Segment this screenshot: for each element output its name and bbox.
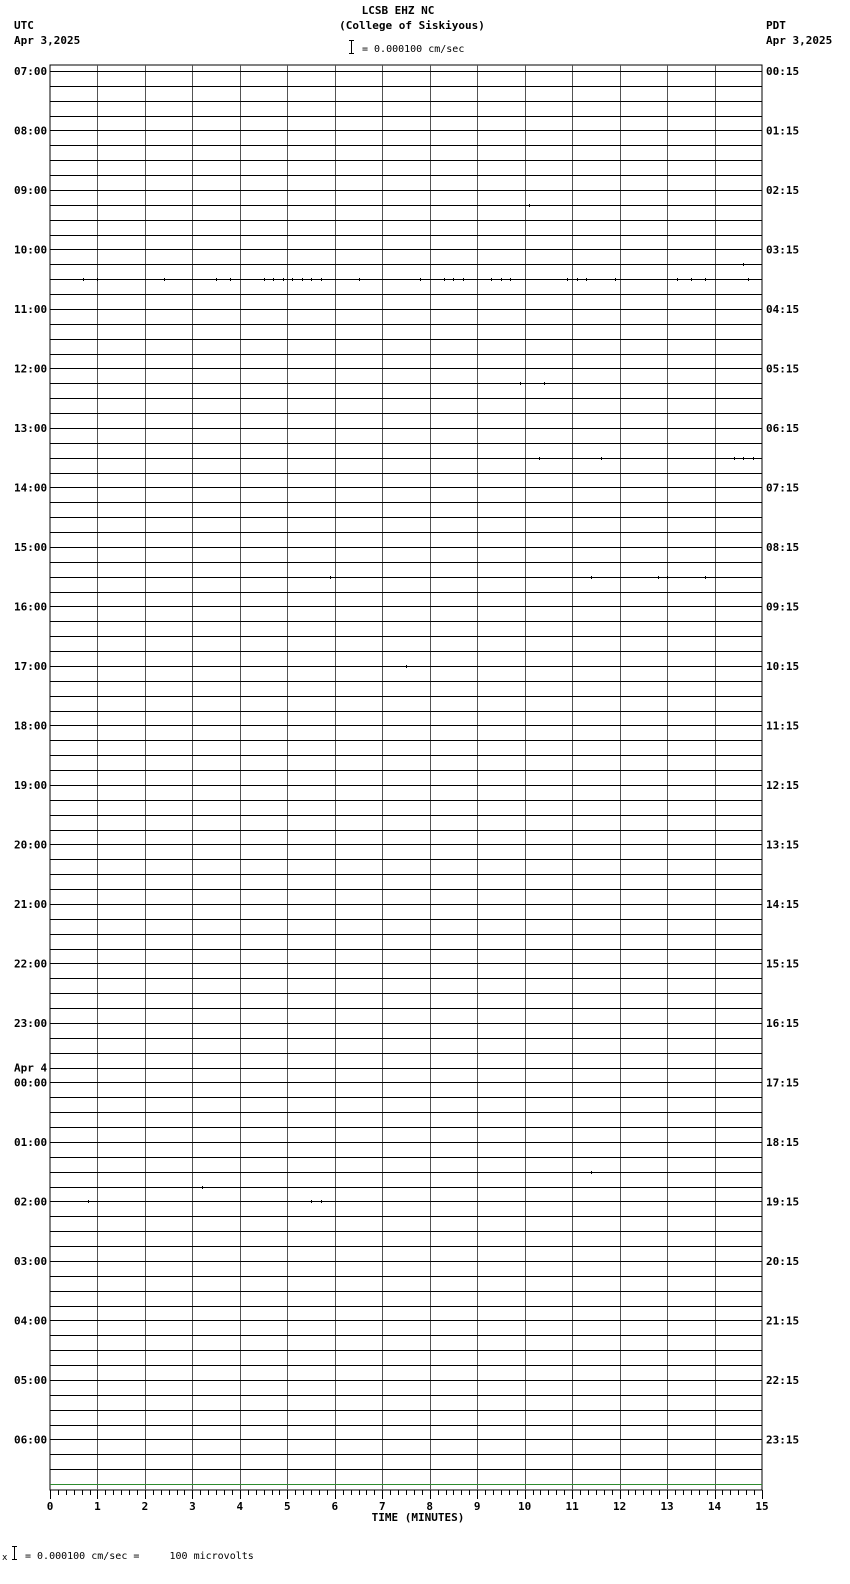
- footer-marker: x: [2, 1553, 8, 1563]
- footer-scale-text: = 0.000100 cm/sec = 100 microvolts: [25, 1551, 254, 1562]
- left-timezone: UTC: [14, 19, 34, 32]
- x-tick-label: 11: [565, 1500, 579, 1513]
- header-scale-text: = 0.000100 cm/sec: [362, 44, 465, 55]
- x-tick-label: 9: [473, 1500, 481, 1513]
- pdt-hour-label: 09:15: [766, 600, 800, 614]
- pdt-hour-label: 04:15: [766, 302, 800, 316]
- utc-hour-label: 12:00: [14, 362, 48, 376]
- pdt-hour-label: 12:15: [766, 778, 800, 792]
- x-tick-label: 12: [612, 1500, 627, 1513]
- pdt-hour-label: 16:15: [766, 1016, 800, 1030]
- utc-hour-label: 18:00: [14, 719, 48, 733]
- pdt-hour-label: 11:15: [766, 719, 800, 733]
- station-title: LCSB EHZ NC: [361, 4, 435, 17]
- utc-hour-label: 01:00: [14, 1135, 48, 1149]
- x-tick-label: 14: [707, 1500, 722, 1513]
- pdt-hour-label: 08:15: [766, 540, 800, 554]
- utc-hour-label: 11:00: [14, 302, 48, 316]
- pdt-hour-label: 21:15: [766, 1314, 800, 1328]
- right-date: Apr 3,2025: [766, 34, 833, 47]
- utc-hour-label: 21:00: [14, 897, 48, 911]
- utc-hour-label: 02:00: [14, 1195, 48, 1209]
- left-date: Apr 3,2025: [14, 34, 81, 47]
- x-tick-label: 5: [284, 1500, 291, 1513]
- x-tick-label: 0: [46, 1500, 54, 1513]
- x-axis-label: TIME (MINUTES): [371, 1511, 465, 1524]
- x-tick-label: 10: [518, 1500, 532, 1513]
- utc-hour-label: 04:00: [14, 1314, 48, 1328]
- utc-hour-label: 22:00: [14, 957, 48, 971]
- utc-hour-label: 05:00: [14, 1373, 48, 1387]
- utc-hour-label: 17:00: [14, 659, 48, 673]
- pdt-hour-label: 18:15: [766, 1135, 800, 1149]
- x-tick-label: 1: [94, 1500, 101, 1513]
- footer-scale-icon: [11, 1546, 19, 1560]
- pdt-hour-label: 23:15: [766, 1433, 800, 1447]
- utc-hour-label: 19:00: [14, 778, 48, 792]
- x-tick-label: 7: [378, 1500, 386, 1513]
- x-tick-label: 2: [141, 1500, 149, 1513]
- utc-hour-label: 13:00: [14, 421, 48, 435]
- utc-hour-label: 14:00: [14, 481, 48, 495]
- x-tick-label: 15: [755, 1500, 769, 1513]
- utc-hour-label: 09:00: [14, 183, 48, 197]
- utc-hour-label: 16:00: [14, 600, 48, 614]
- pdt-hour-label: 06:15: [766, 421, 800, 435]
- x-tick-label: 4: [236, 1500, 244, 1513]
- utc-hour-label: 10:00: [14, 243, 48, 257]
- pdt-hour-label: 15:15: [766, 957, 800, 971]
- pdt-hour-label: 20:15: [766, 1254, 800, 1268]
- utc-hour-label: 06:00: [14, 1433, 48, 1447]
- pdt-hour-label: 14:15: [766, 897, 800, 911]
- date-change-label: Apr 4: [14, 1061, 48, 1075]
- utc-hour-label: 00:00: [14, 1076, 48, 1090]
- utc-hour-label: 20:00: [14, 838, 48, 852]
- pdt-hour-label: 02:15: [766, 183, 800, 197]
- pdt-hour-label: 13:15: [766, 838, 800, 852]
- x-tick-label: 8: [426, 1500, 434, 1513]
- pdt-hour-label: 10:15: [766, 659, 800, 673]
- pdt-hour-label: 00:15: [766, 65, 800, 78]
- utc-hour-label: 15:00: [14, 540, 48, 554]
- utc-hour-label: 07:00: [14, 65, 48, 78]
- pdt-hour-label: 05:15: [766, 362, 800, 376]
- institution-title: (College of Siskiyous): [339, 19, 485, 32]
- pdt-hour-label: 22:15: [766, 1373, 800, 1387]
- x-tick-label: 3: [189, 1500, 196, 1513]
- pdt-hour-label: 07:15: [766, 481, 800, 495]
- pdt-hour-label: 19:15: [766, 1195, 800, 1209]
- x-tick-label: 6: [331, 1500, 339, 1513]
- utc-hour-label: 03:00: [14, 1254, 48, 1268]
- pdt-hour-label: 17:15: [766, 1076, 800, 1090]
- right-timezone: PDT: [766, 19, 786, 32]
- pdt-hour-label: 01:15: [766, 124, 800, 138]
- pdt-hour-label: 03:15: [766, 243, 800, 257]
- utc-hour-label: 08:00: [14, 124, 48, 138]
- x-tick-label: 13: [660, 1500, 674, 1513]
- utc-hour-label: 23:00: [14, 1016, 48, 1030]
